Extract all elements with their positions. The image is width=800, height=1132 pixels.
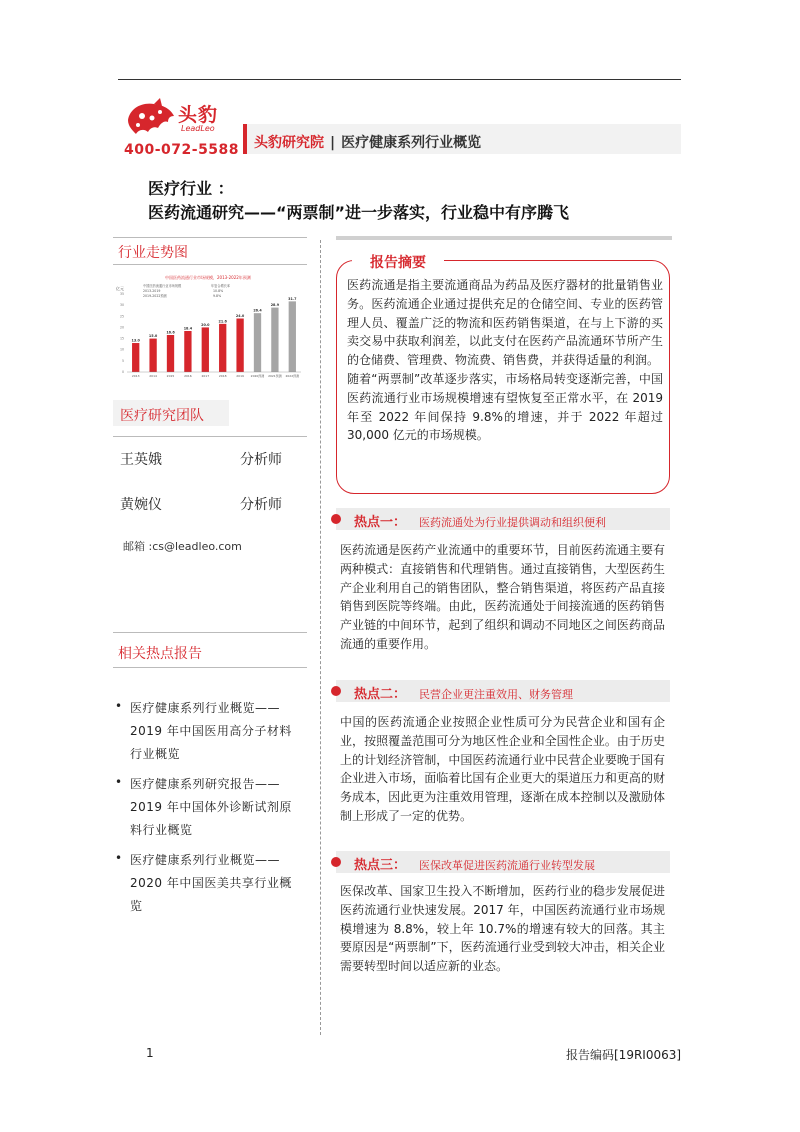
related-report-2-line3: 料行业概览 — [130, 823, 193, 837]
chart-ylabel: 亿元 — [116, 286, 124, 291]
hotspot-3-desc: 医保改革促进医药流通行业转型发展 — [419, 859, 595, 872]
related-report-2[interactable] — [130, 773, 310, 842]
chart-y-ticks — [120, 292, 124, 374]
chart-data-label: 15.0 — [148, 334, 158, 339]
page-title-line2: 医药流通研究——“两票制”进一步落实，行业稳中有序腾飞 — [148, 203, 570, 222]
related-section-title: 相关热点报告 — [118, 646, 202, 662]
chart-legend — [143, 283, 231, 298]
chart-x-tick: 2022预测 — [285, 374, 300, 378]
hotspot-2-desc: 民营企业更注重效用、财务管理 — [419, 688, 573, 701]
analyst-role-2: 分析师 — [240, 497, 282, 513]
related-report-1[interactable] — [130, 697, 310, 766]
chart-y-tick: 5 — [121, 358, 124, 363]
chart-data-label: 24.0 — [235, 314, 245, 319]
chart-x-tick: 2019 — [236, 374, 244, 378]
hotspot-2-text: 中国的医药流通企业按照企业性质可分为民营企业和国有企业，按照覆盖范围可分为地区性企业和全国性企业。由于历史上的计划经济管制，中国医药流通行业中民营企业要晚于国有企业进入市场，面临着比国有企业更大的渠道压力和更高的财务成本，因此更为注重效用管理，逐渐在成本控制以及激励体制上形成了一定的优势。 — [340, 715, 665, 823]
chart-y-tick: 20 — [119, 325, 124, 330]
market-size-chart — [113, 272, 303, 384]
chart-bar — [149, 339, 156, 372]
chart-x-tick: 2013 — [131, 374, 140, 378]
series-name: 医疗健康系列行业概览 — [341, 135, 482, 151]
chart-bar — [167, 335, 174, 372]
chart-data-label: 18.4 — [183, 326, 193, 331]
related-report-1-line1: 医疗健康系列行业概览—— — [130, 701, 281, 715]
trend-rule — [113, 264, 307, 265]
chart-y-tick: 25 — [119, 314, 124, 319]
chart-bar — [202, 327, 209, 372]
related-report-1-line2: 2019 年中国医用高分子材料 — [130, 724, 292, 738]
hotspot-2-dot-icon — [331, 686, 341, 696]
chart-x-tick: 2021预测 — [268, 374, 282, 378]
page-number: 1 — [146, 1046, 154, 1060]
chart-data-label: 26.4 — [253, 308, 262, 313]
chart-bar — [132, 343, 139, 372]
bullet-icon: • — [115, 775, 123, 789]
related-report-1-line3: 行业概览 — [130, 747, 181, 761]
chart-bar — [219, 324, 226, 372]
chart-bars — [132, 297, 300, 378]
logo-subtitle: LeadLeo — [181, 124, 215, 133]
chart-y-tick: 30 — [119, 303, 124, 308]
team-section-title: 医疗研究团队 — [120, 408, 204, 424]
team-rule — [113, 436, 307, 437]
logo-name: 头豹 — [178, 104, 219, 126]
chart-y-tick: 35 — [119, 292, 124, 296]
chart-data-label: 31.7 — [288, 296, 297, 301]
contact-email[interactable]: 邮箱 :cs@leadleo.com — [123, 540, 242, 553]
related-report-3-line2: 2020 年中国医美共享行业概 — [130, 876, 292, 890]
report-code: 报告编码[19RI0063] — [566, 1048, 682, 1062]
chart-bar — [184, 331, 191, 372]
hotspot-1-dot-icon — [331, 514, 341, 524]
summary-text — [347, 276, 663, 445]
chart-legend-value: 9.8% — [213, 294, 222, 298]
chart-title: 中国医药流通行业市场规模，2013-2022年预测 — [165, 275, 251, 280]
chart-data-label: 16.6 — [166, 330, 175, 335]
chart-y-tick: 15 — [119, 336, 124, 341]
chart-bar — [254, 313, 261, 372]
leopard-logo-icon — [124, 98, 176, 140]
chart-data-label: 13.0 — [131, 338, 140, 343]
related-rule — [113, 667, 307, 668]
related-report-3-line1: 医疗健康系列行业概览—— — [130, 853, 281, 867]
summary-top-rule — [336, 236, 672, 240]
hotspot-1-desc: 医药流通处为行业提供调动和组织便利 — [419, 516, 606, 529]
hotspot-3-label: 热点三： — [354, 858, 407, 873]
column-divider — [320, 240, 321, 1035]
chart-legend-title: 年复合增长率 — [211, 284, 231, 288]
analyst-name-1: 王英娥 — [120, 452, 162, 468]
chart-x-tick: 2014 — [149, 374, 157, 378]
chart-x-tick: 2016 — [184, 374, 192, 378]
chart-bar — [289, 301, 296, 372]
chart-legend-value: 10.8% — [213, 289, 224, 293]
chart-legend-label: 中国医药流通行业市场规模 — [143, 284, 182, 288]
related-top-rule — [113, 632, 307, 633]
hotspot-1-text: 医药流通是医药产业流通中的重要环节，目前医药流通主要有两种模式：直接销售和代理销售。通过直接销售，大型医药生产企业利用自己的销售团队，整合销售渠道，将医药产品直接销售到医院等终端。由此，医药流通处于间接流通的医药销售产业链的中间环节，起到了组织和调动不同地区之间医药商品流通的重要作用。 — [340, 543, 665, 651]
related-report-2-line1: 医疗健康系列研究报告—— — [130, 777, 281, 791]
summary-paragraph-2: 随着“两票制”改革逐步落实，市场格局转变逐渐完善，中国医药流通行业市场规模增速有望恢复至正常水平，在 2019 年至 2022 年间保持 9.8%的增速，并于 2022 年超过 30,000 亿元的市场规模。 — [347, 371, 663, 443]
chart-x-tick: 2015 — [166, 374, 175, 378]
trend-top-rule — [113, 237, 307, 238]
banner-separator: | — [330, 135, 336, 151]
chart-data-label: 28.9 — [270, 303, 280, 308]
banner-accent — [243, 124, 247, 154]
chart-legend-label: 2019-2022预测 — [143, 294, 167, 298]
hotspot-1-label: 热点一： — [354, 515, 407, 530]
chart-x-tick: 2017 — [201, 374, 210, 378]
summary-tag: 报告摘要 — [370, 255, 426, 271]
summary-paragraph-1: 医药流通是指主要流通商品为药品及医疗器材的批量销售业务。医药流通企业通过提供充足的仓储空间、专业的医药管理人员、覆盖广泛的物流和医药销售渠道，在与上下游的买卖交易中获取利润差，以此支付在医药产品流通环节所产生的仓储费、管理费、物流费、销售费，并获得适量的利润。 — [347, 278, 663, 368]
chart-y-tick: 0 — [121, 370, 124, 374]
phone-number: 400-072-5588 — [124, 142, 240, 158]
chart-bar — [271, 308, 278, 372]
top-rule — [118, 79, 681, 80]
chart-x-tick: 2018 — [218, 374, 227, 378]
chart-y-tick: 10 — [119, 347, 124, 352]
chart-bar — [236, 319, 243, 372]
institute-name: 头豹研究院 — [254, 135, 324, 151]
banner-text — [254, 132, 481, 152]
hotspot-3-text: 医保改革、国家卫生投入不断增加，医药行业的稳步发展促进医药流通行业快速发展。2017 年，中国医药流通行业市场规模增速为 8.8%，较上年 10.7%的增速有较大的回落。其主要原因是“两票制”下，医药流通行业受到较大冲击，相关企业需要转型时间以适应新的业态。 — [340, 884, 665, 974]
chart-data-label: 21.6 — [218, 319, 227, 324]
analyst-role-1: 分析师 — [240, 452, 282, 468]
trend-section-title: 行业走势图 — [118, 245, 188, 261]
hotspot-2-label: 热点二： — [354, 687, 407, 702]
related-report-3-line3: 览 — [130, 899, 143, 913]
chart-legend-label: 2013-2019 — [143, 289, 161, 293]
related-report-3[interactable] — [130, 849, 310, 918]
related-report-2-line2: 2019 年中国体外诊断试剂原 — [130, 800, 292, 814]
chart-data-label: 20.0 — [201, 322, 210, 327]
bullet-icon: • — [115, 851, 123, 865]
hotspot-3-dot-icon — [331, 857, 341, 867]
page-title-line1: 医疗行业 ： — [148, 179, 234, 198]
bullet-icon: • — [115, 699, 123, 713]
analyst-name-2: 黄婉仪 — [120, 497, 162, 513]
chart-x-tick: 2020预测 — [250, 374, 265, 378]
